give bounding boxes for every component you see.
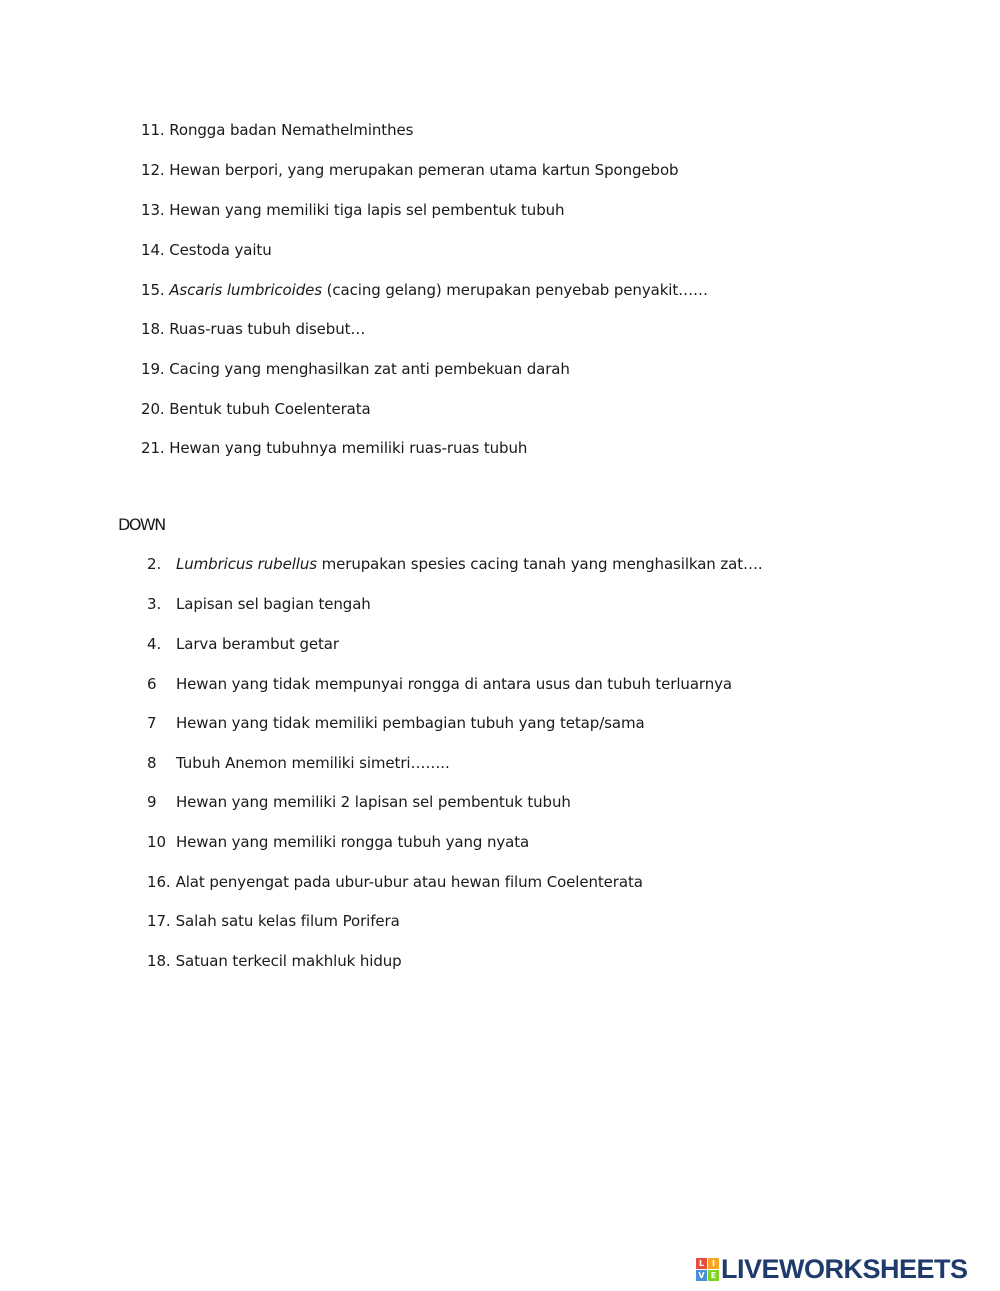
clue-text: Cestoda yaitu xyxy=(169,241,272,259)
clue-down-4 xyxy=(147,634,339,654)
clue-text: merupakan spesies cacing tanah yang menghasilkan zat…. xyxy=(321,555,763,573)
clue-text: Hewan berpori, yang merupakan pemeran utama kartun Spongebob xyxy=(169,161,679,179)
clue-number: 11. xyxy=(141,121,165,139)
clue-number: 7 xyxy=(147,714,157,732)
clue-number: 19. xyxy=(141,360,165,378)
clue-across-14 xyxy=(141,240,272,260)
clue-number: 9 xyxy=(147,793,157,811)
clue-number: 6 xyxy=(147,675,157,693)
clue-down-8 xyxy=(147,753,450,773)
clue-text: Hewan yang tidak memiliki pembagian tubuh yang tetap/sama xyxy=(176,714,645,732)
clue-number: 18. xyxy=(141,320,165,338)
clue-number: 4. xyxy=(147,635,162,653)
clue-text: Ruas-ruas tubuh disebut… xyxy=(169,320,366,338)
clue-text: Hewan yang memiliki 2 lapisan sel pembentuk tubuh xyxy=(176,793,571,811)
clue-number: 8 xyxy=(147,754,157,772)
clue-across-15 xyxy=(141,280,708,300)
clue-number: 13. xyxy=(141,201,165,219)
clue-across-12 xyxy=(141,160,678,180)
logo-mark-icon xyxy=(696,1258,719,1281)
clue-down-16 xyxy=(147,872,643,892)
clue-number: 2. xyxy=(147,555,162,573)
clue-number: 12. xyxy=(141,161,165,179)
down-heading: DOWN xyxy=(118,515,165,534)
clue-number: 21. xyxy=(141,439,165,457)
clue-text: Lapisan sel bagian tengah xyxy=(176,595,371,613)
clue-number: 18. xyxy=(147,952,171,970)
clue-text: Satuan terkecil makhluk hidup xyxy=(175,952,402,970)
clue-number: 3. xyxy=(147,595,162,613)
clue-text: Larva berambut getar xyxy=(176,635,339,653)
clue-down-3 xyxy=(147,594,371,614)
clue-text: Alat penyengat pada ubur-ubur atau hewan filum Coelenterata xyxy=(175,873,643,891)
clue-text: Rongga badan Nemathelminthes xyxy=(169,121,414,139)
clue-text: Hewan yang tubuhnya memiliki ruas-ruas tubuh xyxy=(169,439,528,457)
clue-text: Tubuh Anemon memiliki simetri…….. xyxy=(176,754,450,772)
logo-mark-tile: I xyxy=(708,1258,719,1269)
clue-across-11 xyxy=(141,120,413,140)
clue-down-10 xyxy=(147,832,529,852)
clue-across-19 xyxy=(141,359,570,379)
clue-across-18 xyxy=(141,319,365,339)
clue-down-17 xyxy=(147,911,400,931)
clue-number: 14. xyxy=(141,241,165,259)
liveworksheets-logo xyxy=(696,1254,968,1284)
clue-number: 17. xyxy=(147,912,171,930)
clue-number: 20. xyxy=(141,400,165,418)
clue-text: Salah satu kelas filum Porifera xyxy=(175,912,400,930)
clue-text: Hewan yang memiliki tiga lapis sel pembentuk tubuh xyxy=(169,201,565,219)
clue-across-21 xyxy=(141,438,527,458)
clue-species-name: Lumbricus rubellus xyxy=(176,555,317,573)
clue-text: Bentuk tubuh Coelenterata xyxy=(169,400,371,418)
clue-down-9 xyxy=(147,792,571,812)
clue-down-18 xyxy=(147,951,402,971)
clue-text: Cacing yang menghasilkan zat anti pembekuan darah xyxy=(169,360,570,378)
clue-across-20 xyxy=(141,399,371,419)
clue-species-name: Ascaris lumbricoides xyxy=(169,281,322,299)
clue-text: Hewan yang memiliki rongga tubuh yang nyata xyxy=(176,833,530,851)
clue-down-2 xyxy=(147,554,763,574)
clue-down-6 xyxy=(147,674,732,694)
clue-number: 16. xyxy=(147,873,171,891)
clue-text: Hewan yang tidak mempunyai rongga di antara usus dan tubuh terluarnya xyxy=(176,675,733,693)
clue-text: (cacing gelang) merupakan penyebab penyakit…… xyxy=(326,281,708,299)
clue-number: 15. xyxy=(141,281,165,299)
logo-text: LIVEWORKSHEETS xyxy=(721,1253,968,1284)
logo-mark-tile: L xyxy=(696,1258,707,1269)
logo-mark-tile: E xyxy=(708,1270,719,1281)
clue-number: 10 xyxy=(147,833,166,851)
logo-mark-tile: V xyxy=(696,1270,707,1281)
clue-down-7 xyxy=(147,713,645,733)
clue-across-13 xyxy=(141,200,564,220)
